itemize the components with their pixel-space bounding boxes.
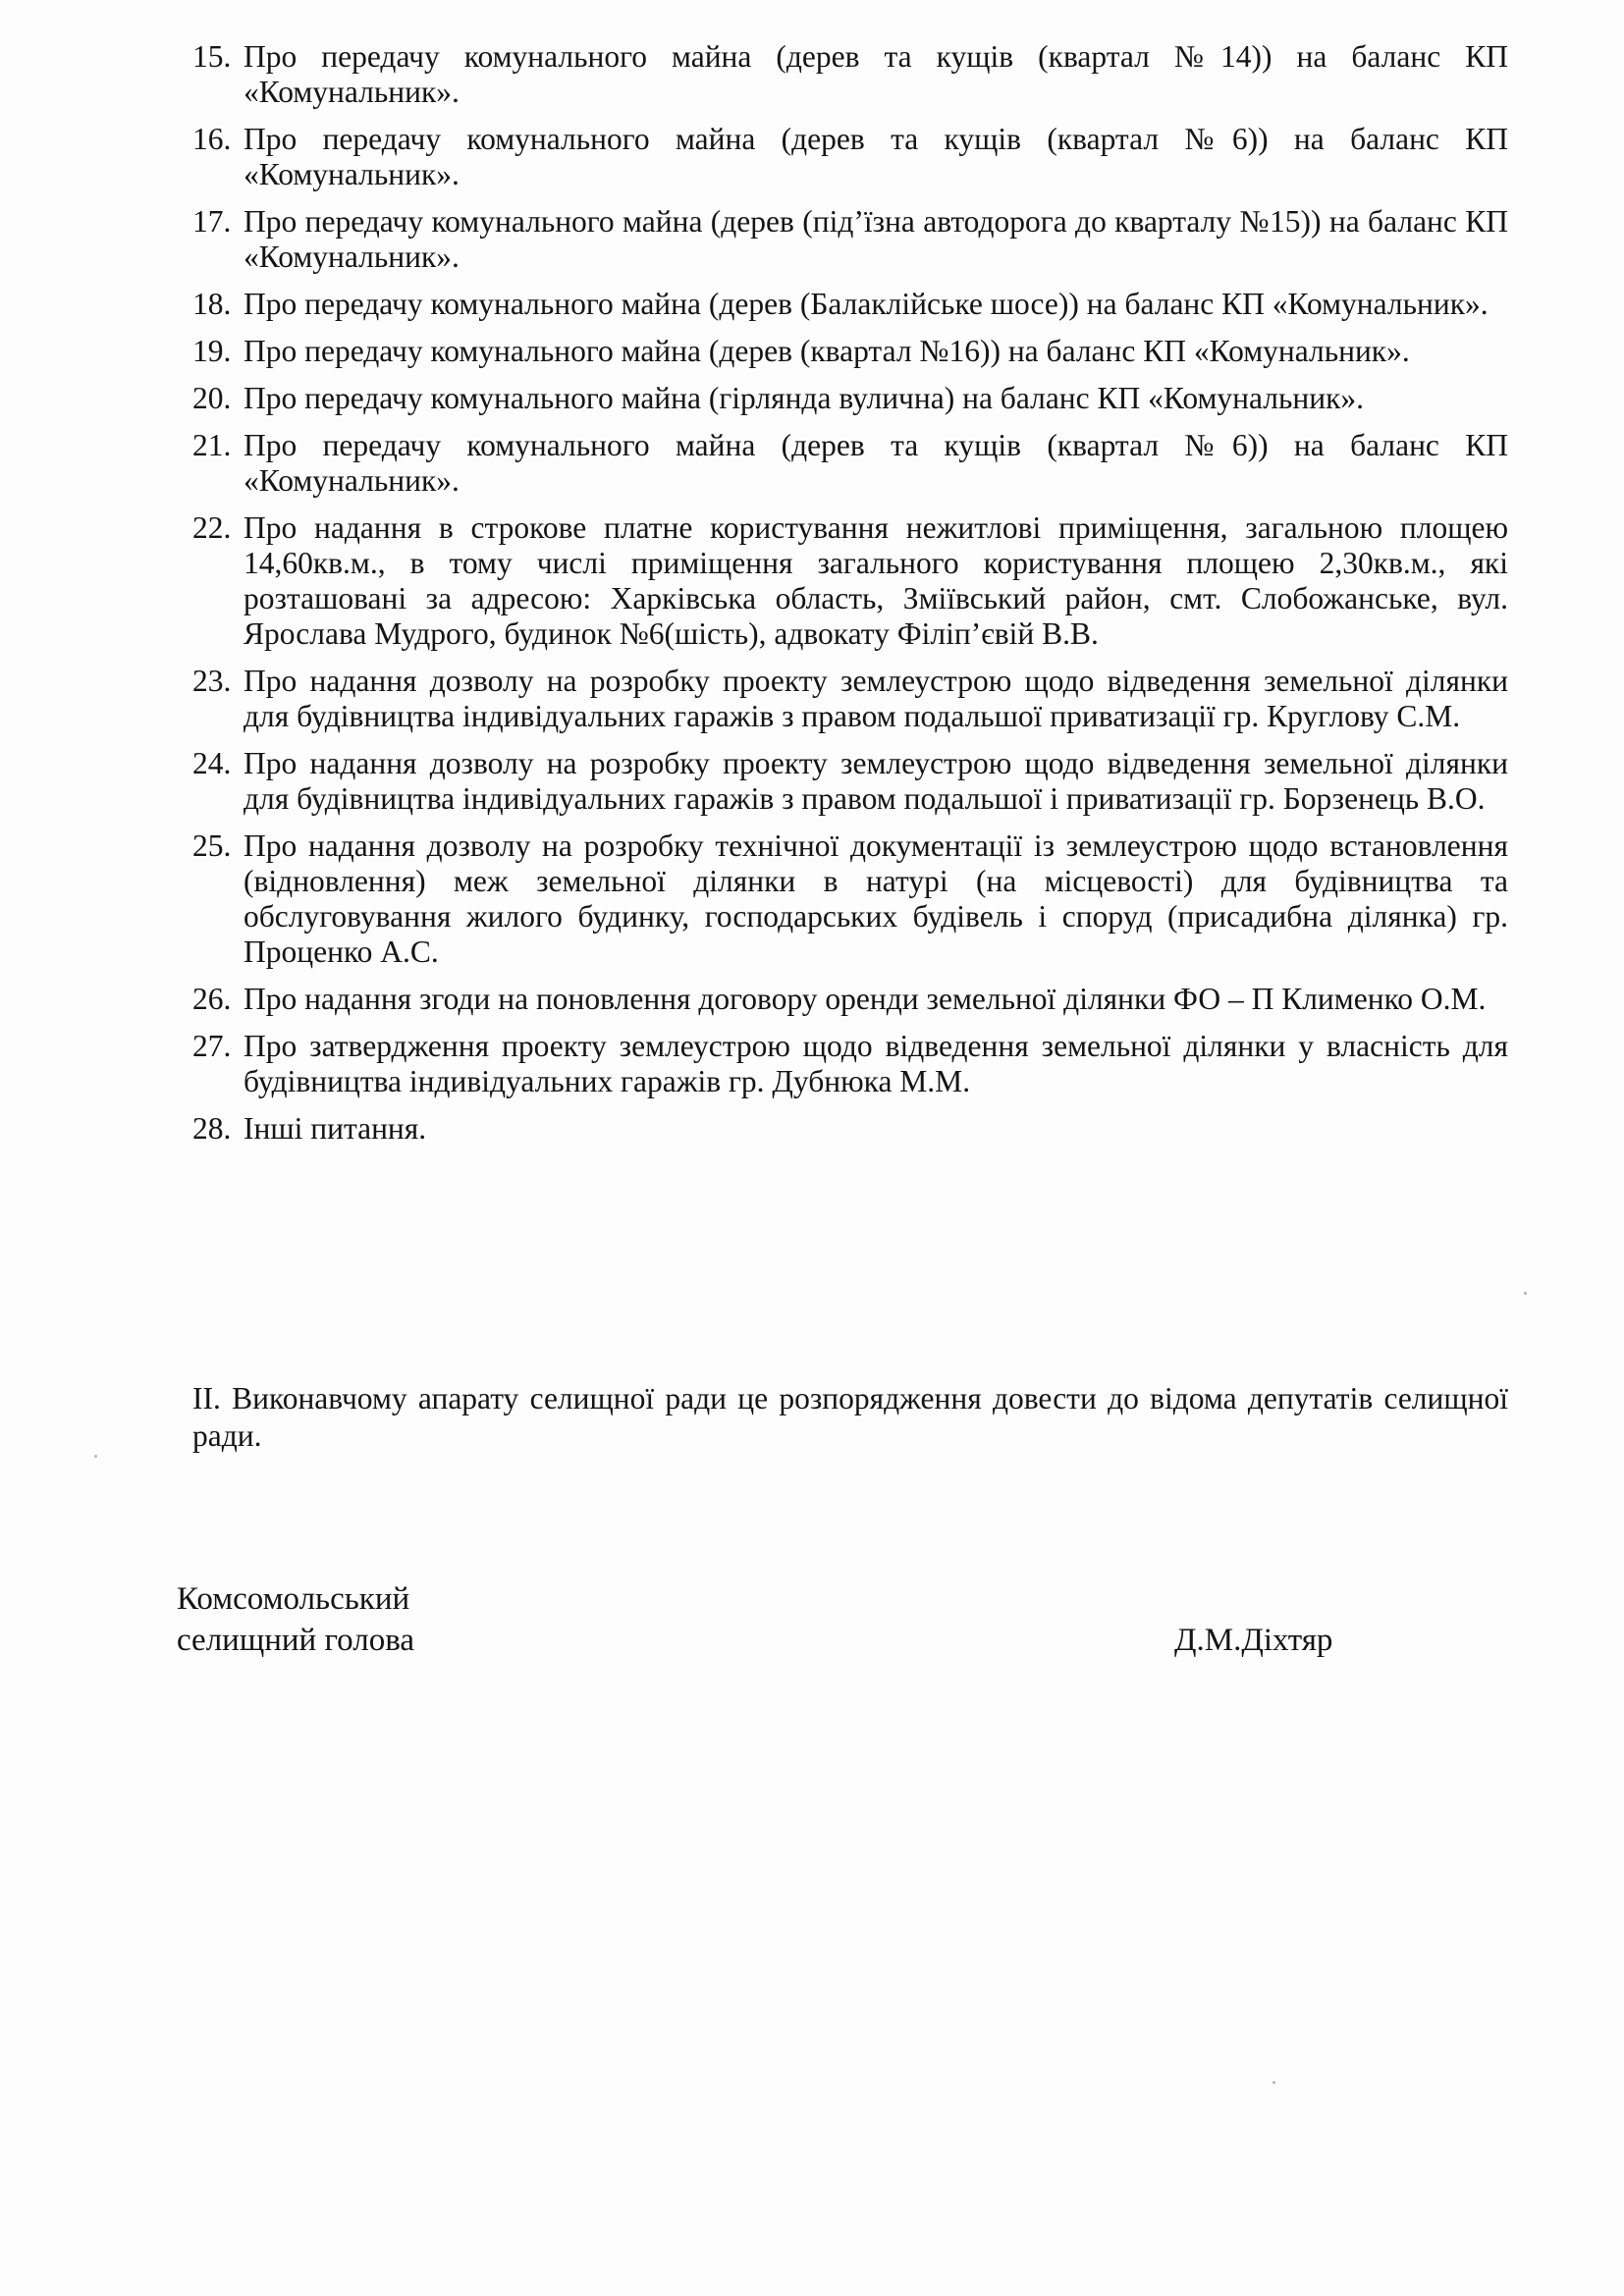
agenda-item-25 xyxy=(192,828,1508,970)
item-number: 16. xyxy=(192,122,232,156)
item-number: 28. xyxy=(192,1111,232,1146)
item-text: Про передачу комунального майна (дерев (квартал №16)) на баланс КП «Комунальник». xyxy=(244,334,1410,368)
item-number: 26. xyxy=(192,982,232,1016)
scan-speck xyxy=(94,1455,97,1458)
agenda-item-15 xyxy=(192,39,1508,110)
scan-speck xyxy=(1272,2081,1275,2084)
item-text: Про затвердження проекту землеустрою щодо відведення земельної ділянки у власність для будівництва індивідуальних гаражів гр. Дубнюка М.М. xyxy=(244,1029,1508,1098)
item-text: Про надання в строкове платне користування нежитлові приміщення, загальною площею 14,60кв.м., в тому числі приміщення загального користування площею 2,30кв.м., які розташовані за адресою: Харківська область, Зміївський район, смт. Слобожанське, вул. Ярослава Мудрого, будинок №6(шість), адвокату Філіп’євій В.В. xyxy=(244,510,1508,651)
agenda-item-21 xyxy=(192,428,1508,499)
item-number: 19. xyxy=(192,334,232,368)
item-number: 20. xyxy=(192,381,232,415)
agenda-item-18 xyxy=(192,287,1508,322)
agenda-item-22 xyxy=(192,510,1508,652)
agenda-item-17 xyxy=(192,204,1508,275)
item-number: 25. xyxy=(192,828,232,863)
item-text: Про передачу комунального майна (дерев (під’їзна автодорога до кварталу №15)) на баланс КП «Комунальник». xyxy=(244,204,1508,274)
agenda-item-24 xyxy=(192,746,1508,817)
scan-speck xyxy=(1524,1292,1527,1295)
item-text: Про надання дозволу на розробку технічної документації із землеустрою щодо встановлення (відновлення) меж земельної ділянки в натурі (на місцевості) для будівництва та обслуговування жилого будинку, господарських будівель і споруд (присадибна ділянка) гр. Проценко А.С. xyxy=(244,828,1508,969)
signatory-name: Д.М.Діхтяр xyxy=(1174,1623,1333,1658)
item-number: 18. xyxy=(192,287,232,321)
conclusion-paragraph: ІІ. Виконавчому апарату селищної ради це розпорядження довести до відома депутатів селищної ради. xyxy=(192,1381,1508,1453)
item-number: 23. xyxy=(192,664,232,698)
item-text: Про передачу комунального майна (дерев та кущів (квартал №6)) на баланс КП «Комунальник». xyxy=(244,428,1508,498)
agenda-item-26 xyxy=(192,982,1508,1017)
agenda-item-19 xyxy=(192,334,1508,369)
signature-title xyxy=(177,1578,414,1661)
signature-title-line1: Комсомольський xyxy=(177,1581,410,1617)
item-number: 24. xyxy=(192,746,232,780)
item-number: 22. xyxy=(192,510,232,545)
agenda-item-16 xyxy=(192,122,1508,192)
item-text: Про надання дозволу на розробку проекту землеустрою щодо відведення земельної ділянки для будівництва індивідуальних гаражів з правом подальшої і приватизації гр. Борзенець В.О. xyxy=(244,746,1508,816)
signature-title-line2: селищний голова xyxy=(177,1623,415,1658)
item-text: Про передачу комунального майна (дерев (Балаклійське шосе)) на баланс КП «Комунальник». xyxy=(244,287,1489,321)
item-number: 21. xyxy=(192,428,232,462)
item-text: Про надання згоди на поновлення договору оренди земельної ділянки ФО – П Клименко О.М. xyxy=(244,982,1487,1016)
agenda-list xyxy=(192,39,1508,1158)
item-number: 27. xyxy=(192,1029,232,1063)
agenda-item-23 xyxy=(192,664,1508,734)
item-text: Про надання дозволу на розробку проекту землеустрою щодо відведення земельної ділянки для будівництва індивідуальних гаражів з правом подальшої приватизації гр. Круглову С.М. xyxy=(244,664,1508,733)
agenda-item-27 xyxy=(192,1029,1508,1099)
item-text: Інші питання. xyxy=(244,1111,427,1146)
agenda-item-28 xyxy=(192,1111,1508,1147)
item-text: Про передачу комунального майна (дерев та кущів (квартал №14)) на баланс КП «Комунальник». xyxy=(244,39,1508,109)
item-text: Про передачу комунального майна (гірлянда вулична) на баланс КП «Комунальник». xyxy=(244,381,1365,415)
item-number: 15. xyxy=(192,39,232,74)
item-text: Про передачу комунального майна (дерев та кущів (квартал №6)) на баланс КП «Комунальник». xyxy=(244,122,1508,191)
agenda-item-20 xyxy=(192,381,1508,416)
item-number: 17. xyxy=(192,204,232,239)
